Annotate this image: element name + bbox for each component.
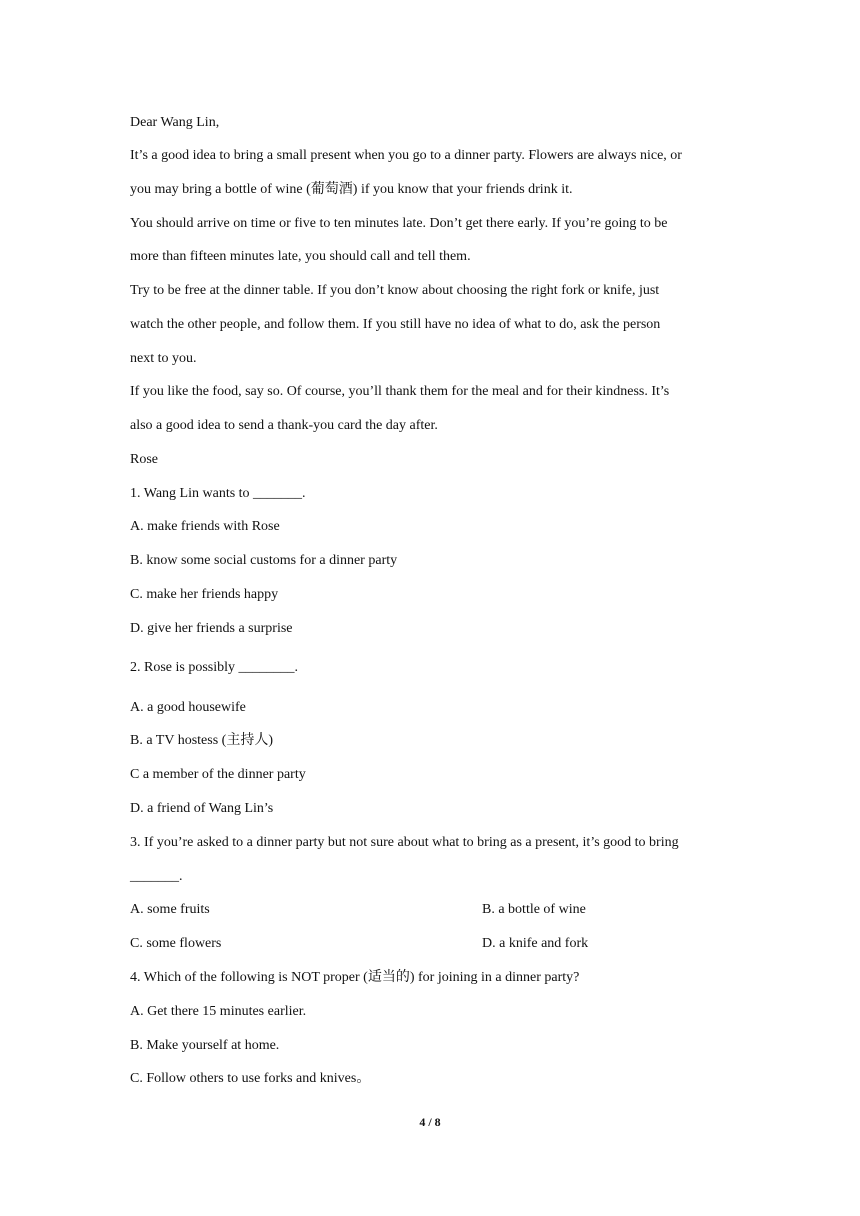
letter-line: If you like the food, say so. Of course, you’ll thank them for the meal and for their kindness. It’s [130, 384, 670, 399]
question-stem: 2. Rose is possibly ________. [130, 660, 299, 675]
question-option: B. Make yourself at home. [130, 1038, 280, 1053]
question-option: D. a friend of Wang Lin’s [130, 801, 274, 816]
question-option: A. a good housewife [130, 700, 246, 715]
letter-line: you may bring a bottle of wine (葡萄酒) if you know that your friends drink it. [130, 182, 573, 197]
letter-line: Try to be free at the dinner table. If you don’t know about choosing the right fork or knife, just [130, 283, 660, 298]
question-option: C. Follow others to use forks and knives。 [130, 1071, 371, 1086]
letter-line: more than fifteen minutes late, you should call and tell them. [130, 249, 471, 264]
letter-line: also a good idea to send a thank-you card the day after. [130, 418, 438, 433]
question-option: A. Get there 15 minutes earlier. [130, 1004, 307, 1019]
question-option: A. make friends with Rose [130, 519, 280, 534]
question-option: C. make her friends happy [130, 587, 279, 602]
question-option: D. a knife and fork [482, 936, 589, 951]
question-option: C. some flowers [130, 936, 222, 951]
question-option: B. a TV hostess (主持人) [130, 733, 273, 748]
letter-signature: Rose [130, 452, 158, 467]
letter-greeting: Dear Wang Lin, [130, 115, 220, 130]
question-option: D. give her friends a surprise [130, 621, 293, 636]
question-option: B. a bottle of wine [482, 902, 586, 917]
question-stem: 1. Wang Lin wants to _______. [130, 486, 306, 501]
question-option: B. know some social customs for a dinner party [130, 553, 398, 568]
question-stem: 3. If you’re asked to a dinner party but not sure about what to bring as a present, it’s good to bring [130, 835, 679, 850]
letter-line: You should arrive on time or five to ten minutes late. Don’t get there early. If you’re going to be [130, 216, 668, 231]
question-option: A. some fruits [130, 902, 210, 917]
question-stem: 4. Which of the following is NOT proper (适当的) for joining in a dinner party? [130, 970, 580, 985]
page-number: 4 / 8 [419, 1115, 441, 1129]
question-stem-continued: _______. [130, 869, 183, 884]
question-option: C a member of the dinner party [130, 767, 306, 782]
letter-line: It’s a good idea to bring a small present when you go to a dinner party. Flowers are always nice, or [130, 148, 682, 163]
letter-line: next to you. [130, 351, 197, 366]
letter-line: watch the other people, and follow them. If you still have no idea of what to do, ask the person [130, 317, 661, 332]
